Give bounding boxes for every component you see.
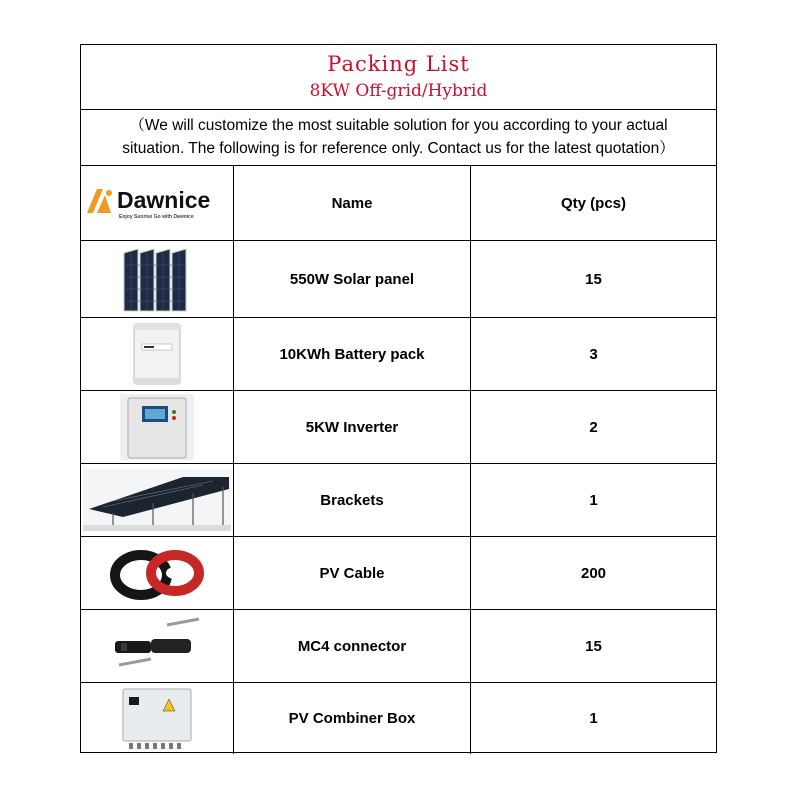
bracket-image (81, 464, 234, 536)
brand-name: Dawnice (117, 187, 211, 213)
table-header-row (81, 166, 716, 241)
battery-pack-icon (130, 322, 184, 386)
battery-pack-image (81, 318, 234, 390)
cable-image (81, 537, 234, 609)
bracket-icon (83, 469, 231, 531)
inverter-icon (120, 394, 194, 460)
combiner-box-image (81, 683, 234, 754)
item-name: 550W Solar panel (234, 241, 471, 317)
table-row (81, 464, 716, 537)
brand-logo-cell (81, 166, 234, 240)
note-line-1: （We will customize the most suitable solution for you according to your actual (129, 117, 668, 134)
table-row (81, 610, 716, 683)
item-qty: 15 (585, 637, 602, 655)
solar-panel-icon (122, 245, 192, 313)
page-title: Packing List (327, 52, 470, 76)
item-qty: 200 (580, 564, 607, 582)
table-row (81, 391, 716, 464)
mc4-connector-icon (107, 615, 207, 677)
dawnice-logo (83, 183, 231, 223)
packing-list-sheet (80, 44, 717, 753)
item-name: PV Cable (234, 537, 471, 609)
note-line-2: situation. The following is for reference only. Contact us for the latest quotation） (122, 140, 675, 157)
table-row (81, 537, 716, 610)
item-name: PV Combiner Box (234, 683, 471, 754)
item-qty: 1 (589, 710, 598, 727)
inverter-image (81, 391, 234, 463)
item-name: MC4 connector (234, 610, 471, 682)
item-name: 10KWh Battery pack (234, 318, 471, 390)
combiner-box-icon (117, 687, 197, 751)
table-row (81, 318, 716, 391)
header-name: Name (234, 166, 471, 240)
table-row (81, 683, 716, 754)
item-name: Brackets (234, 464, 471, 536)
cable-coil-icon (107, 545, 207, 601)
item-qty: 2 (589, 418, 598, 436)
page-subtitle: 8KW Off-grid/Hybrid (309, 81, 488, 101)
brand-tagline: Enjoy Sunrise Go with Dawnice (119, 214, 194, 220)
solar-panel-image (81, 241, 234, 317)
item-qty: 3 (589, 345, 598, 363)
item-qty: 1 (589, 491, 598, 509)
title-block (81, 45, 716, 110)
item-qty: 15 (585, 270, 602, 288)
mc4-connector-image (81, 610, 234, 682)
table-row (81, 241, 716, 318)
header-qty: Qty (pcs) (560, 194, 626, 212)
disclaimer-note (81, 109, 716, 166)
item-name: 5KW Inverter (234, 391, 471, 463)
